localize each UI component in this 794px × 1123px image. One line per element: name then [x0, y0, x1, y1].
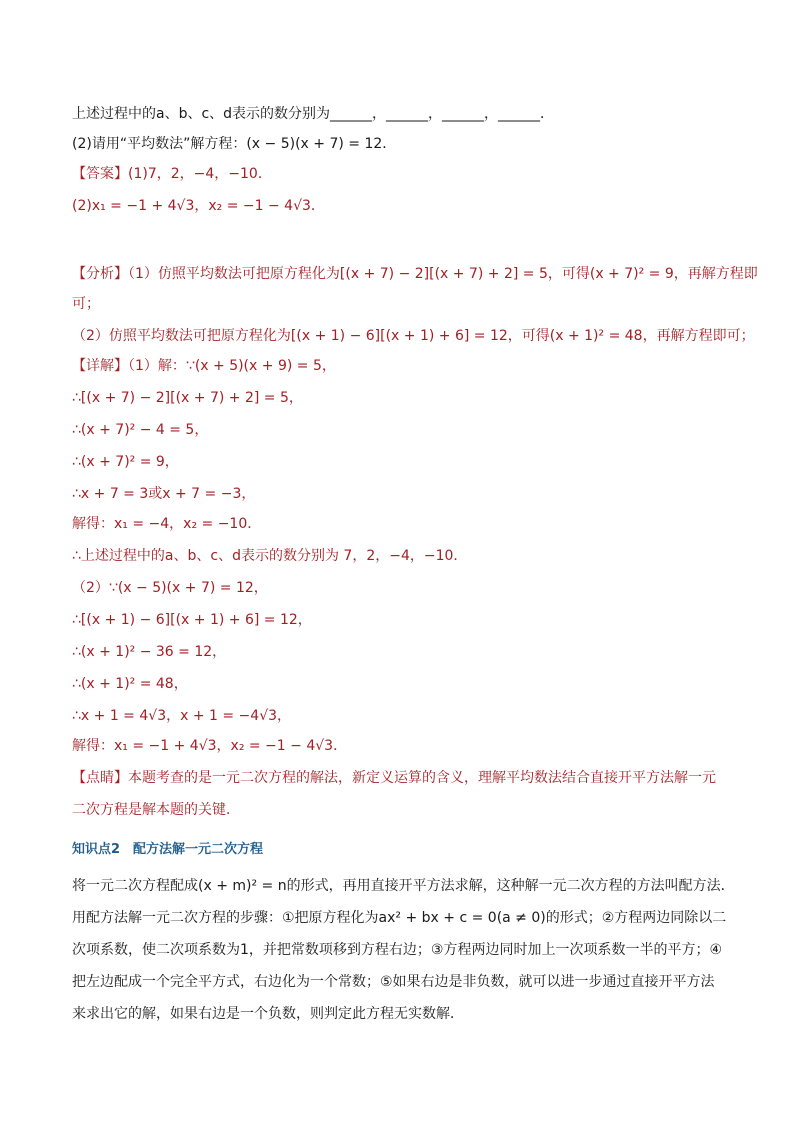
- text-line: 二次方程是解本题的关键．: [72, 802, 240, 818]
- text-line: ∴[(x + 1) − 6][(x + 1) + 6] = 12，: [72, 612, 312, 628]
- text-line: ∴(x + 1)² − 36 = 12，: [72, 644, 227, 660]
- text-line: ∴(x + 7)² = 9，: [72, 454, 179, 470]
- text-line: ∴(x + 1)² = 48，: [72, 676, 188, 692]
- text-line: 上述过程中的a、b、c、d表示的数分别为______，______，______，______．: [72, 106, 555, 122]
- text-line: （2）∵(x − 5)(x + 7) = 12，: [72, 580, 268, 596]
- text-line: ∴x + 1 = 4√3，x + 1 = −4√3，: [72, 708, 292, 724]
- text-line: (2)请用“平均数法”解方程：(x − 5)(x + 7) = 12．: [72, 136, 397, 152]
- text-line: ∴[(x + 7) − 2][(x + 7) + 2] = 5，: [72, 390, 303, 406]
- text-line: 【分析】（1）仿照平均数法可把原方程化为[(x + 7) − 2][(x + 7) + 2] = 5，可得(x + 7)² = 9，再解方程即: [72, 266, 758, 282]
- text-line: 来求出它的解，如果右边是一个负数，则判定此方程无实数解．: [72, 1006, 464, 1022]
- section-heading: 知识点2 配方法解一元二次方程: [72, 842, 264, 857]
- text-line: 将一元二次方程配成(x + m)² = n的形式，再用直接开平方法求解，这种解一元二次方程的方法叫配方法．: [72, 878, 735, 894]
- text-line: (2)x₁ = −1 + 4√3，x₂ = −1 − 4√3．: [72, 198, 325, 214]
- text-line: 次项系数，使二次项系数为1，并把常数项移到方程右边；③方程两边同时加上一次项系数一半的平方；④: [72, 942, 723, 958]
- text-line: 【详解】（1）解：∵(x + 5)(x + 9) = 5，: [72, 358, 336, 374]
- text-line: ∴上述过程中的a、b、c、d表示的数分别为 7，2，−4，−10．: [72, 548, 468, 564]
- text-line: 解得：x₁ = −1 + 4√3，x₂ = −1 − 4√3．: [72, 738, 348, 754]
- text-line: ∴(x + 7)² − 4 = 5，: [72, 422, 209, 438]
- text-line: （2）仿照平均数法可把原方程化为[(x + 1) − 6][(x + 1) + 6] = 12，可得(x + 1)² = 48，再解方程即可；: [72, 328, 755, 344]
- text-line: 可；: [72, 296, 100, 312]
- text-line: 【答案】(1)7，2，−4，−10．: [72, 166, 272, 182]
- text-line: 把左边配成一个完全平方式，右边化为一个常数；⑤如果右边是非负数，就可以进一步通过直接开平方法: [72, 974, 715, 990]
- text-line: ∴x + 7 = 3或x + 7 = −3，: [72, 486, 256, 502]
- text-line: 用配方法解一元二次方程的步骤：①把原方程化为ax² + bx + c = 0(a ≠ 0)的形式；②方程两边同除以二: [72, 910, 727, 926]
- text-line: 解得：x₁ = −4，x₂ = −10．: [72, 516, 262, 532]
- text-line: 【点睛】本题考查的是一元二次方程的解法，新定义运算的含义，理解平均数法结合直接开平方法解一元: [72, 770, 716, 786]
